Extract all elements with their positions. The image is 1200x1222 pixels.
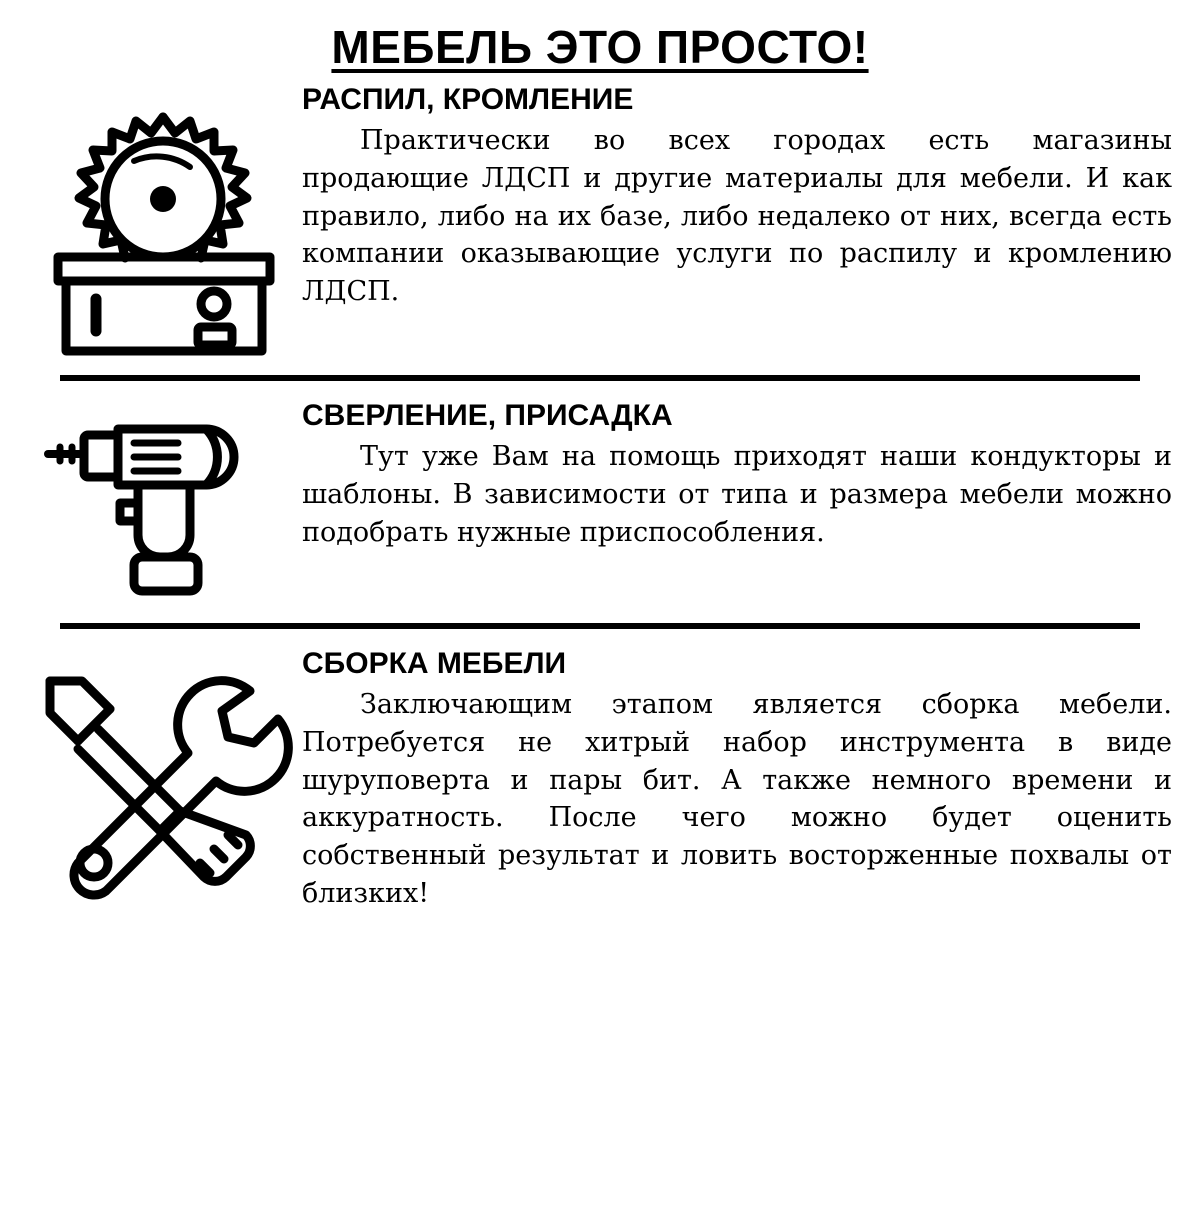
section-divider — [60, 375, 1140, 381]
section-raspil-kromlenie — [0, 81, 1200, 359]
section-body: Тут уже Вам на помощь приходят наши кондукторы и шаблоны. В зависимости от типа и размера мебели можно подобрать нужные приспособления. — [302, 441, 1172, 548]
text-column — [302, 645, 1176, 913]
screwdriver-wrench-icon — [28, 651, 298, 921]
text-column — [302, 81, 1176, 311]
section-heading: СВЕРЛЕНИЕ, ПРИСАДКА — [302, 398, 673, 432]
section-heading: РАСПИЛ, КРОМЛЕНИЕ — [302, 82, 634, 116]
power-drill-icon — [38, 407, 288, 607]
circular-saw-icon — [38, 99, 288, 359]
section-sverlenie-prisadka — [0, 397, 1200, 607]
text-column — [302, 397, 1176, 552]
section-heading: СБОРКА МЕБЕЛИ — [302, 646, 567, 680]
section-body: Заключающим этапом является сборка мебели. Потребуется не хитрый набор инструмента в виде шуруповерта и пары бит. А также немного времени и аккуратность. После чего можно будет оценить собственный результат и ловить восторженные похвалы от близких! — [302, 689, 1172, 910]
icon-column — [24, 397, 302, 607]
icon-column — [24, 81, 302, 359]
section-sborka-mebeli — [0, 645, 1200, 921]
section-divider — [60, 623, 1140, 629]
section-body: Практически во всех городах есть магазины продающие ЛДСП и другие материалы для мебели. И как правило, либо на их базе, либо недалеко от них, всегда есть компании оказывающие услуги по распилу и кромлению ЛДСП. — [302, 125, 1172, 308]
poster-page — [0, 22, 1200, 1222]
icon-column — [24, 645, 302, 921]
page-title: МЕБЕЛЬ ЭТО ПРОСТО! — [331, 21, 869, 73]
